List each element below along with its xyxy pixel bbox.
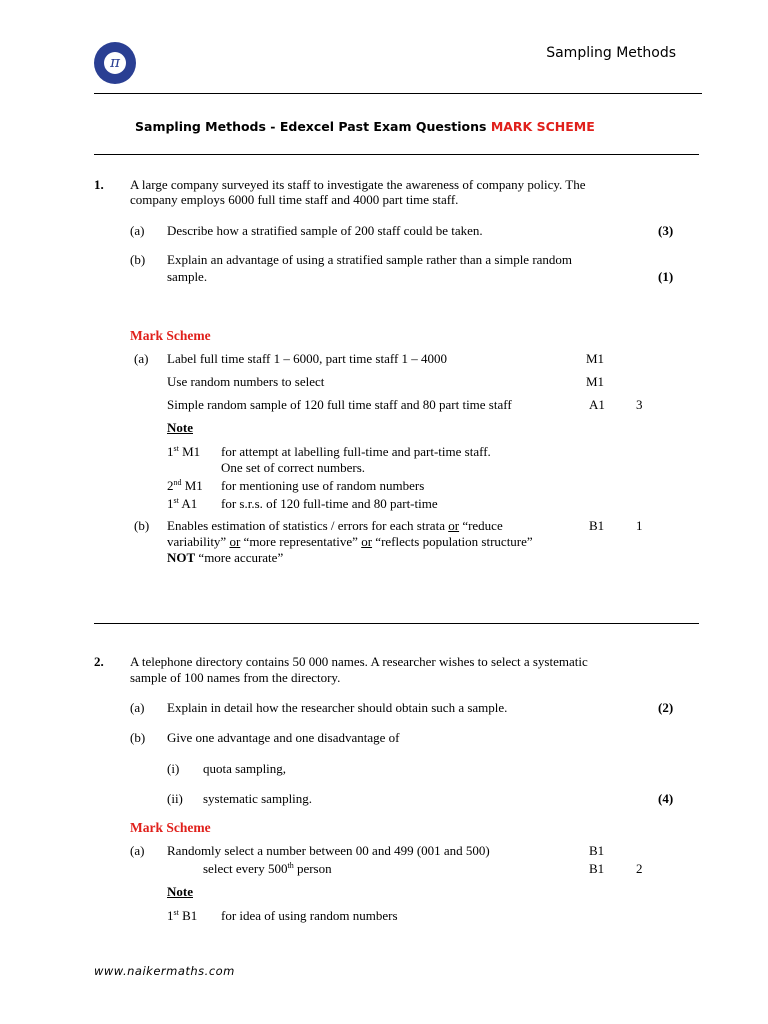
q2b-text: Give one advantage and one disadvantage of (167, 730, 400, 745)
q1a-text: Describe how a stratified sample of 200 staff could be taken. (167, 223, 483, 238)
q2bii-text: systematic sampling. (203, 791, 313, 806)
q2-note1-code: 1st B1 (167, 908, 198, 923)
question-divider (94, 623, 699, 624)
q1b-text-line2: sample. (167, 269, 208, 284)
q2-stem-line1: A telephone directory contains 50 000 names. A researcher wishes to select a systematic (130, 654, 588, 669)
title-rule (94, 154, 699, 155)
q1-ms-a-row1-mark: M1 (586, 351, 605, 366)
q1-ms-b-mark: B1 (589, 518, 605, 533)
q1-stem-line2: company employs 6000 full time staff and 4000 part time staff. (130, 192, 459, 207)
q1-ms-a-row3: Simple random sample of 120 full time staff and 80 part time staff (167, 397, 512, 412)
q1-note2-text: for mentioning use of random numbers (221, 478, 425, 493)
q2-ms-a-label: (a) (130, 843, 145, 858)
pi-icon: π (104, 52, 126, 74)
q1-ms-b-line3: NOT “more accurate” (167, 550, 284, 565)
q1-note1-text-line2: One set of correct numbers. (221, 460, 366, 475)
q1-mark-scheme-heading: Mark Scheme (130, 328, 211, 343)
q1-ms-b-line2: variability” or “more representative” or “reflects population structure” (167, 534, 533, 549)
running-title: Sampling Methods (546, 45, 676, 61)
header-rule (94, 93, 702, 94)
q2-stem-line2: sample of 100 names from the directory. (130, 670, 341, 685)
q2a-label: (a) (130, 700, 145, 715)
q1-note1-code: 1st M1 (167, 444, 201, 459)
q1b-label: (b) (130, 252, 146, 267)
naikermaths-logo (94, 42, 136, 84)
q1-ms-b-line1: Enables estimation of statistics / errors for each strata or “reduce (167, 518, 503, 533)
q2-number: 2. (94, 654, 104, 669)
q2-ms-a-total: 2 (636, 861, 643, 876)
q1-ms-a-label: (a) (134, 351, 149, 366)
q2-note-heading: Note (167, 884, 193, 899)
q2-ms-a-row1-mark: B1 (589, 843, 605, 858)
q1-note1-text-line1: for attempt at labelling full-time and part-time staff. (221, 444, 491, 459)
q1b-text-line1: Explain an advantage of using a stratified sample rather than a simple random (167, 252, 573, 267)
q1-note-heading: Note (167, 420, 193, 435)
q1-ms-a-row2-mark: M1 (586, 374, 605, 389)
q2b-marks: (4) (658, 791, 674, 806)
q1-note3-code: 1st A1 (167, 496, 198, 511)
q1a-label: (a) (130, 223, 145, 238)
q2bi-text: quota sampling, (203, 761, 287, 776)
q2-ms-a-row1: Randomly select a number between 00 and 499 (001 and 500) (167, 843, 490, 858)
document-title (135, 118, 595, 135)
q1-note3-text: for s.r.s. of 120 full-time and 80 part-time (221, 496, 438, 511)
q1-number: 1. (94, 177, 104, 192)
q2-ms-a-row2: select every 500th person (203, 861, 332, 876)
q1-ms-a-total: 3 (636, 397, 643, 412)
q2b-label: (b) (130, 730, 146, 745)
q2bi-label: (i) (167, 761, 180, 776)
q2bii-label: (ii) (167, 791, 183, 806)
footer-url[interactable]: www.naikermaths.com (94, 964, 235, 978)
q1-ms-a-row3-mark: A1 (589, 397, 605, 412)
q2-note1-text: for idea of using random numbers (221, 908, 398, 923)
q1-ms-a-row2: Use random numbers to select (167, 374, 325, 389)
q2a-text: Explain in detail how the researcher should obtain such a sample. (167, 700, 508, 715)
q1-ms-b-total: 1 (636, 518, 643, 533)
q2-mark-scheme-heading: Mark Scheme (130, 820, 211, 835)
title-main: Sampling Methods - Edexcel Past Exam Questions (135, 119, 491, 134)
q1-ms-a-row1: Label full time staff 1 – 6000, part time staff 1 – 4000 (167, 351, 448, 366)
q1-note2-code: 2nd M1 (167, 478, 203, 493)
q1a-marks: (3) (658, 223, 674, 238)
q1-stem-line1: A large company surveyed its staff to investigate the awareness of company policy. The (130, 177, 586, 192)
q2a-marks: (2) (658, 700, 674, 715)
q2-ms-a-row2-mark: B1 (589, 861, 605, 876)
title-highlight: MARK SCHEME (490, 119, 595, 134)
q1-ms-b-label: (b) (134, 518, 150, 533)
q1b-marks: (1) (658, 269, 674, 284)
